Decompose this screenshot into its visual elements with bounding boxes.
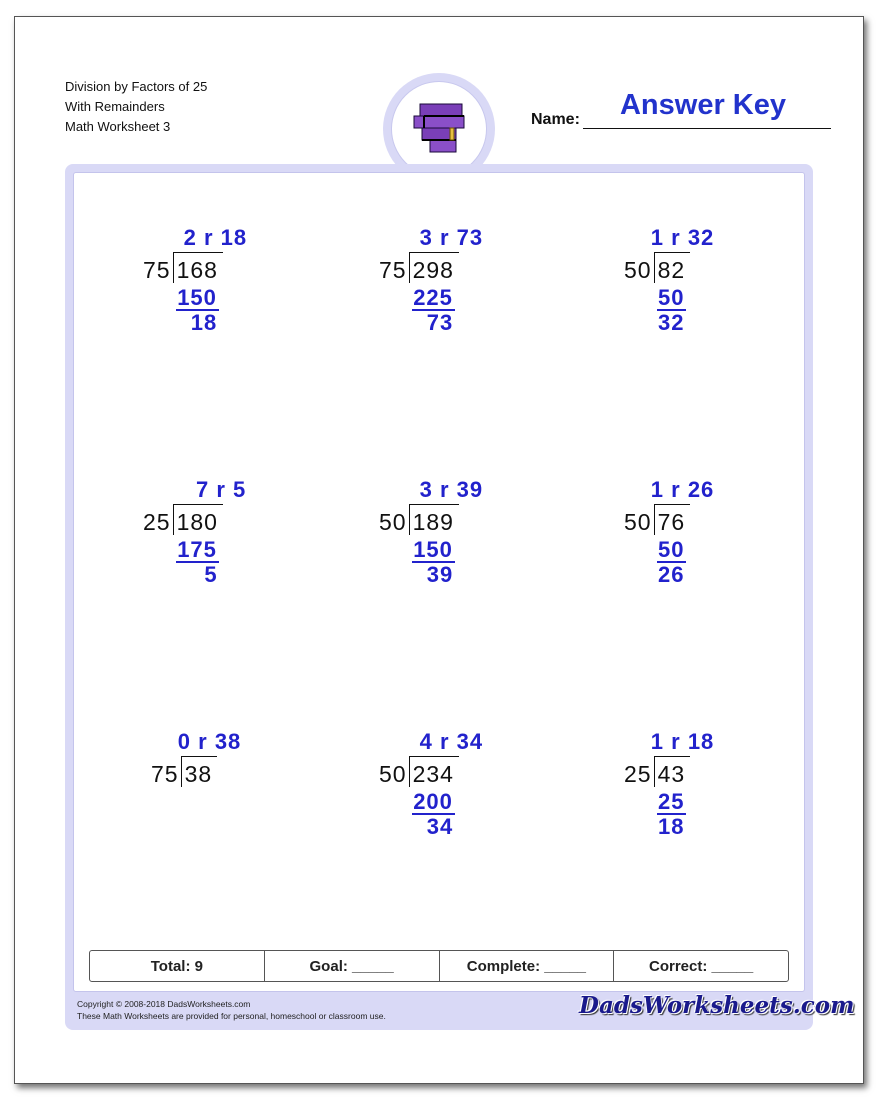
quotient-answer: 3 r 73 bbox=[419, 225, 484, 250]
quotient-answer: 1 r 18 bbox=[650, 729, 715, 754]
quotient-answer: 4 r 34 bbox=[419, 729, 484, 754]
quotient-answer: 3 r 39 bbox=[419, 477, 484, 502]
division-problem bbox=[379, 477, 579, 597]
dividend: 189 bbox=[412, 509, 454, 535]
quotient-answer: 1 r 32 bbox=[650, 225, 715, 250]
divisor: 75 bbox=[143, 257, 171, 283]
quotient-answer: 1 r 26 bbox=[650, 477, 715, 502]
name-label: Name: bbox=[531, 111, 580, 128]
worksheet-page bbox=[14, 16, 864, 1084]
remainder-value: 5 bbox=[204, 562, 218, 587]
division-problem bbox=[624, 729, 824, 849]
answer-key-title: Answer Key bbox=[619, 89, 786, 121]
subtraction-product: 50 bbox=[658, 285, 685, 310]
divisor: 50 bbox=[624, 257, 652, 283]
copyright-text: Copyright © 2008-2018 DadsWorksheets.com bbox=[77, 999, 251, 1009]
remainder-value: 34 bbox=[426, 814, 454, 839]
divisor: 75 bbox=[379, 257, 407, 283]
usage-notice: These Math Worksheets are provided for personal, homeschool or classroom use. bbox=[77, 1011, 386, 1021]
remainder-value: 73 bbox=[426, 310, 454, 335]
division-problem bbox=[379, 729, 579, 849]
total-cell: Total: 9 bbox=[90, 951, 265, 981]
dividend: 38 bbox=[184, 761, 213, 787]
goal-cell: Goal: _____ bbox=[265, 951, 440, 981]
worksheet-title: Division by Factors of 25 bbox=[65, 79, 208, 94]
dividend: 180 bbox=[176, 509, 218, 535]
dividend: 76 bbox=[657, 509, 686, 535]
worksheet-header-info bbox=[65, 77, 207, 137]
dividend: 43 bbox=[657, 761, 686, 787]
remainder-value: 39 bbox=[426, 562, 454, 587]
score-bar bbox=[89, 950, 789, 982]
divisor: 25 bbox=[624, 761, 652, 787]
worksheet-subtitle: With Remainders bbox=[65, 99, 165, 114]
worksheet-number: Math Worksheet 3 bbox=[65, 119, 171, 134]
dividend: 168 bbox=[176, 257, 218, 283]
divisor: 50 bbox=[624, 509, 652, 535]
footer-text bbox=[77, 998, 386, 1022]
quotient-answer: 7 r 5 bbox=[196, 477, 247, 502]
subtraction-product: 25 bbox=[658, 789, 685, 814]
name-line bbox=[583, 128, 831, 129]
brand-logo: DadsWorksheets.com bbox=[579, 992, 855, 1019]
dividend: 234 bbox=[412, 761, 454, 787]
subtraction-product: 150 bbox=[177, 285, 217, 310]
division-problem bbox=[379, 225, 579, 345]
division-problem bbox=[143, 729, 343, 849]
subtraction-product: 175 bbox=[177, 537, 217, 562]
quotient-answer: 0 r 38 bbox=[177, 729, 242, 754]
remainder-value: 18 bbox=[190, 310, 218, 335]
quotient-answer: 2 r 18 bbox=[183, 225, 248, 250]
divisor: 75 bbox=[151, 761, 179, 787]
dividend: 298 bbox=[412, 257, 454, 283]
divisor: 50 bbox=[379, 509, 407, 535]
remainder-value: 18 bbox=[658, 814, 685, 839]
dividend: 82 bbox=[657, 257, 686, 283]
division-problem bbox=[143, 225, 343, 345]
subtraction-product: 200 bbox=[413, 789, 453, 814]
remainder-value: 32 bbox=[658, 310, 685, 335]
subtraction-product: 150 bbox=[413, 537, 453, 562]
division-problem bbox=[624, 477, 824, 597]
complete-cell: Complete: _____ bbox=[440, 951, 615, 981]
division-problem bbox=[624, 225, 824, 345]
remainder-value: 26 bbox=[658, 562, 685, 587]
correct-cell: Correct: _____ bbox=[649, 957, 754, 975]
divisor: 50 bbox=[379, 761, 407, 787]
division-problem bbox=[143, 477, 343, 597]
divisor: 25 bbox=[143, 509, 171, 535]
subtraction-product: 50 bbox=[658, 537, 685, 562]
subtraction-product: 225 bbox=[413, 285, 453, 310]
